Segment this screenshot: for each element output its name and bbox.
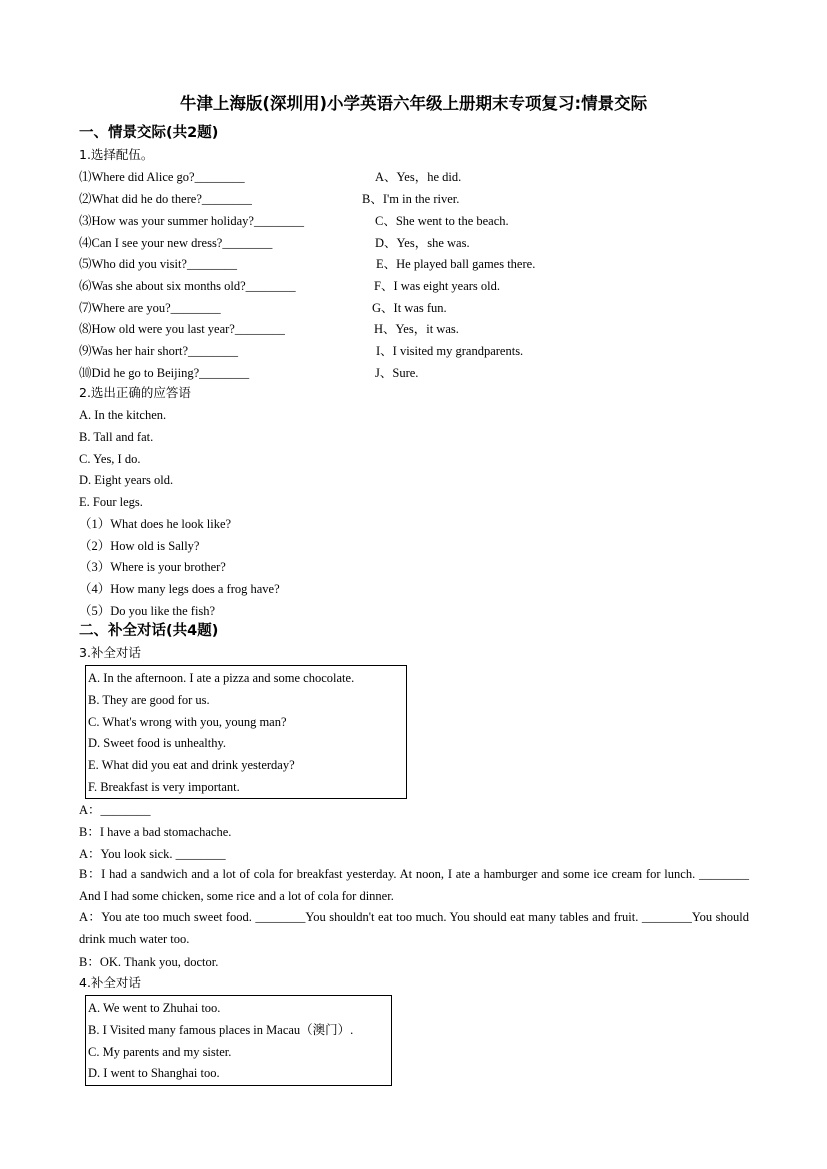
q1-option-d: D、Yes，she was. (375, 236, 470, 250)
q3-dialogue-line-6: B：OK. Thank you, doctor. (79, 955, 219, 969)
q2-question-2: （2）How old is Sally? (79, 539, 200, 553)
q3-option-b: B. They are good for us. (88, 693, 210, 707)
q4-option-b: B. I Visited many famous places in Macau（澳门）. (88, 1023, 354, 1037)
q2-label: 2.选出正确的应答语 (79, 385, 191, 400)
q2-option-d: D. Eight years old. (79, 473, 174, 487)
q4-label: 4.补全对话 (79, 975, 141, 990)
q2-question-3: （3）Where is your brother? (79, 560, 226, 574)
q1-item-10: ⑽Did he go to Beijing?________ (79, 366, 250, 380)
q1-option-a: A、Yes，he did. (375, 170, 462, 184)
q3-option-e: E. What did you eat and drink yesterday? (88, 758, 295, 772)
page-title: 牛津上海版(深圳用)小学英语六年级上册期末专项复习:情景交际 (179, 94, 648, 113)
q1-option-e: E、He played ball games there. (376, 257, 536, 271)
q2-option-e: E. Four legs. (79, 495, 143, 509)
q1-option-i: I、I visited my grandparents. (376, 344, 524, 358)
q2-option-c: C. Yes, I do. (79, 452, 141, 466)
q1-option-b: B、I'm in the river. (362, 192, 460, 206)
q1-item-4: ⑷Can I see your new dress?________ (79, 236, 273, 250)
q1-option-j: J、Sure. (375, 366, 419, 380)
q3-dialogue-line-5: A：You ate too much sweet food. ________You shouldn't eat too much. You should eat many tables and fruit. ________You should drink much water too. (79, 910, 749, 946)
q3-option-f: F. Breakfast is very important. (88, 780, 240, 794)
q2-question-4: （4）How many legs does a frog have? (79, 582, 280, 596)
q4-option-c: C. My parents and my sister. (88, 1045, 232, 1059)
q1-item-7: ⑺Where are you?________ (79, 301, 221, 315)
q1-item-9: ⑼Was her hair short?________ (79, 344, 239, 358)
q4-options-box (85, 995, 392, 1086)
q3-dialogue-line-1: A：________ (79, 803, 151, 817)
q3-dialogue-line-3: A：You look sick. ________ (79, 847, 226, 861)
q2-question-1: （1）What does he look like? (79, 517, 232, 531)
q1-option-f: F、I was eight years old. (374, 279, 501, 293)
q4-option-d: D. I went to Shanghai too. (88, 1066, 220, 1080)
q3-option-c: C. What's wrong with you, young man? (88, 715, 287, 729)
q1-option-h: H、Yes，it was. (374, 322, 459, 336)
q4-option-a: A. We went to Zhuhai too. (88, 1001, 221, 1015)
q2-option-a: A. In the kitchen. (79, 408, 167, 422)
q3-dialogue-line-4: B：I had a sandwich and a lot of cola for breakfast yesterday. At noon, I ate a hamburger and some ice cream for lunch. ________ And I had some chicken, some rice and a lot of cola for dinner. (79, 867, 749, 903)
q3-option-a: A. In the afternoon. I ate a pizza and some chocolate. (88, 671, 355, 685)
section2-heading: 二、补全对话(共4题) (79, 623, 219, 639)
q1-option-c: C、She went to the beach. (375, 214, 509, 228)
q2-question-5: （5）Do you like the fish? (79, 604, 216, 618)
q1-option-g: G、It was fun. (372, 301, 447, 315)
q3-options-box (85, 665, 407, 799)
q3-dialogue-line-2: B：I have a bad stomachache. (79, 825, 232, 839)
q1-item-6: ⑹Was she about six months old?________ (79, 279, 296, 293)
section1-heading: 一、情景交际(共2题) (79, 125, 219, 141)
q1-item-3: ⑶How was your summer holiday?________ (79, 214, 304, 228)
q3-label: 3.补全对话 (79, 645, 141, 660)
q1-item-5: ⑸Who did you visit?________ (79, 257, 237, 271)
q1-item-1: ⑴Where did Alice go?________ (79, 170, 245, 184)
q1-item-8: ⑻How old were you last year?________ (79, 322, 285, 336)
q1-item-2: ⑵What did he do there?________ (79, 192, 252, 206)
q2-option-b: B. Tall and fat. (79, 430, 154, 444)
q3-option-d: D. Sweet food is unhealthy. (88, 736, 227, 750)
q1-label: 1.选择配伍。 (79, 147, 154, 162)
